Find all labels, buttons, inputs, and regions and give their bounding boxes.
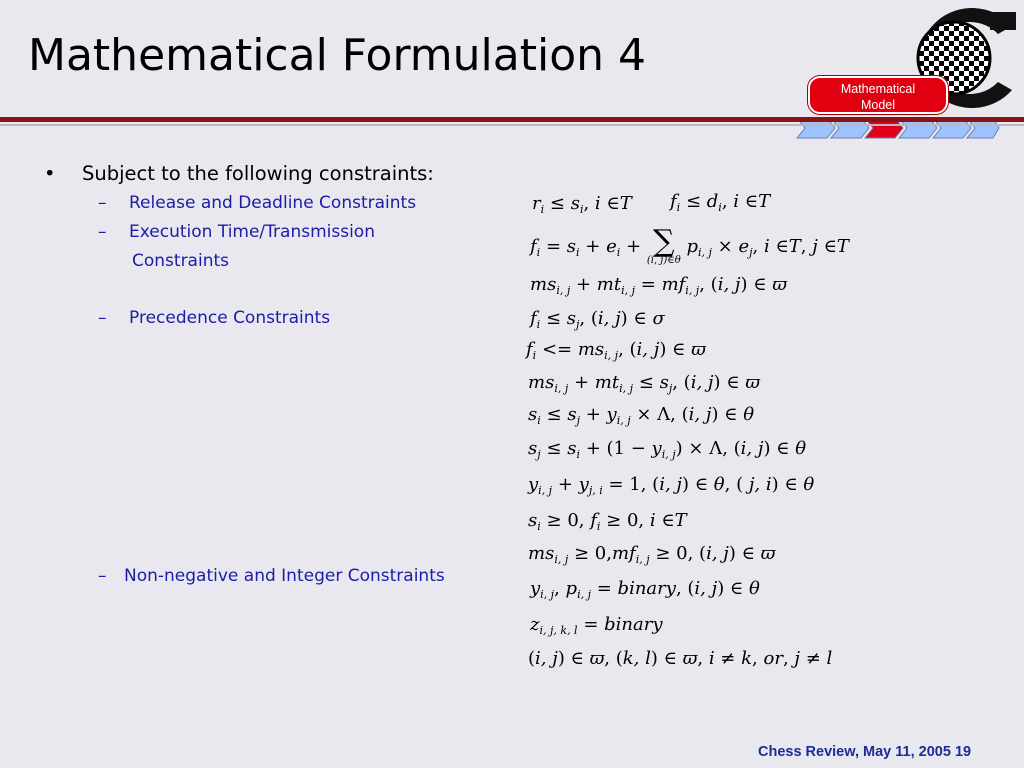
release-deadline-bullet: Release and Deadline Constraints xyxy=(129,193,417,213)
equation-precedence-4: $s_i \le s_j + y_{i, j} \times \Lambda$, (i, j) ∈ θ xyxy=(528,404,755,427)
equation-integer-2: $z_{i, j, k, l}$ = binary xyxy=(530,614,663,637)
dash-marker: – xyxy=(98,308,107,328)
equation-precedence-6: $y_{i, j} + y_{j, i} = 1$, (i, j) ∈ θ, ( j, i) ∈ θ xyxy=(528,474,815,497)
section-badge xyxy=(808,76,948,114)
title-rule xyxy=(0,117,1024,122)
main-bullet-text: Subject to the following constraints: xyxy=(82,162,434,185)
sum-block xyxy=(646,224,681,266)
slide-title: Mathematical Formulation 4 xyxy=(28,30,646,81)
equation-precedence-2: $f_i <= ms_{i, j}$, (i, j) ∈ ϖ xyxy=(526,339,706,362)
sum-symbol: ∑ xyxy=(653,224,675,259)
equation-precedence-3: $ms_{i, j} + mt_{i, j} \le s_j$, (i, j) ∈ ϖ xyxy=(528,372,760,395)
dash-marker: – xyxy=(98,193,107,213)
equation-nonneg-1: $s_i \ge 0$, $f_i \ge 0$, i ∈T xyxy=(528,510,687,533)
bullet-marker: • xyxy=(44,162,56,185)
nonneg-bullet: Non-negative and Integer Constraints xyxy=(124,566,445,586)
execution-bullet-line1: Execution Time/Transmission xyxy=(129,222,375,242)
badge-line-2: Model xyxy=(860,98,896,112)
equation-message: $ms_{i, j} + mt_{i, j} = mf_{i, j}$, (i, j) ∈ ϖ xyxy=(530,274,787,297)
badge-line-1: Mathematical xyxy=(840,82,916,96)
equation-finish-time: $f_i = s_i + e_i$ + ∑ (i, j)∈θ $p_{i, j} \times e_j$, i ∈T, j ∈T xyxy=(530,224,849,266)
slide-footer: Chess Review, May 11, 2005 19 xyxy=(758,744,972,760)
equation-nonneg-2: $ms_{i, j} \ge 0,mf_{i, j} \ge 0$, (i, j) ∈ ϖ xyxy=(528,543,776,566)
dash-marker: – xyxy=(98,222,107,242)
precedence-bullet: Precedence Constraints xyxy=(129,308,331,328)
equation-integer-1: $y_{i, j}$, $p_{i, j}$ = binary, (i, j) ∈ θ xyxy=(530,578,760,601)
sum-range: (i, j)∈θ xyxy=(646,255,681,266)
equation-release: $r_i \le s_i$, i ∈T xyxy=(532,193,632,216)
equation-precedence-1: $f_i \le s_j$, (i, j) ∈ σ xyxy=(530,308,665,331)
equation-index-condition: (i, j) ∈ ϖ, (k, l) ∈ ϖ, i ≠ k, or, j ≠ l xyxy=(528,648,833,669)
dash-marker: – xyxy=(98,566,107,586)
title-rule-shadow xyxy=(0,124,1024,126)
execution-bullet-line2: Constraints xyxy=(132,251,229,271)
equation-precedence-5: $s_j \le s_i + (1 - y_{i, j}) \times \Lambda$, (i, j) ∈ θ xyxy=(528,438,807,461)
equation-deadline: $f_i \le d_i$, i ∈T xyxy=(670,191,771,214)
